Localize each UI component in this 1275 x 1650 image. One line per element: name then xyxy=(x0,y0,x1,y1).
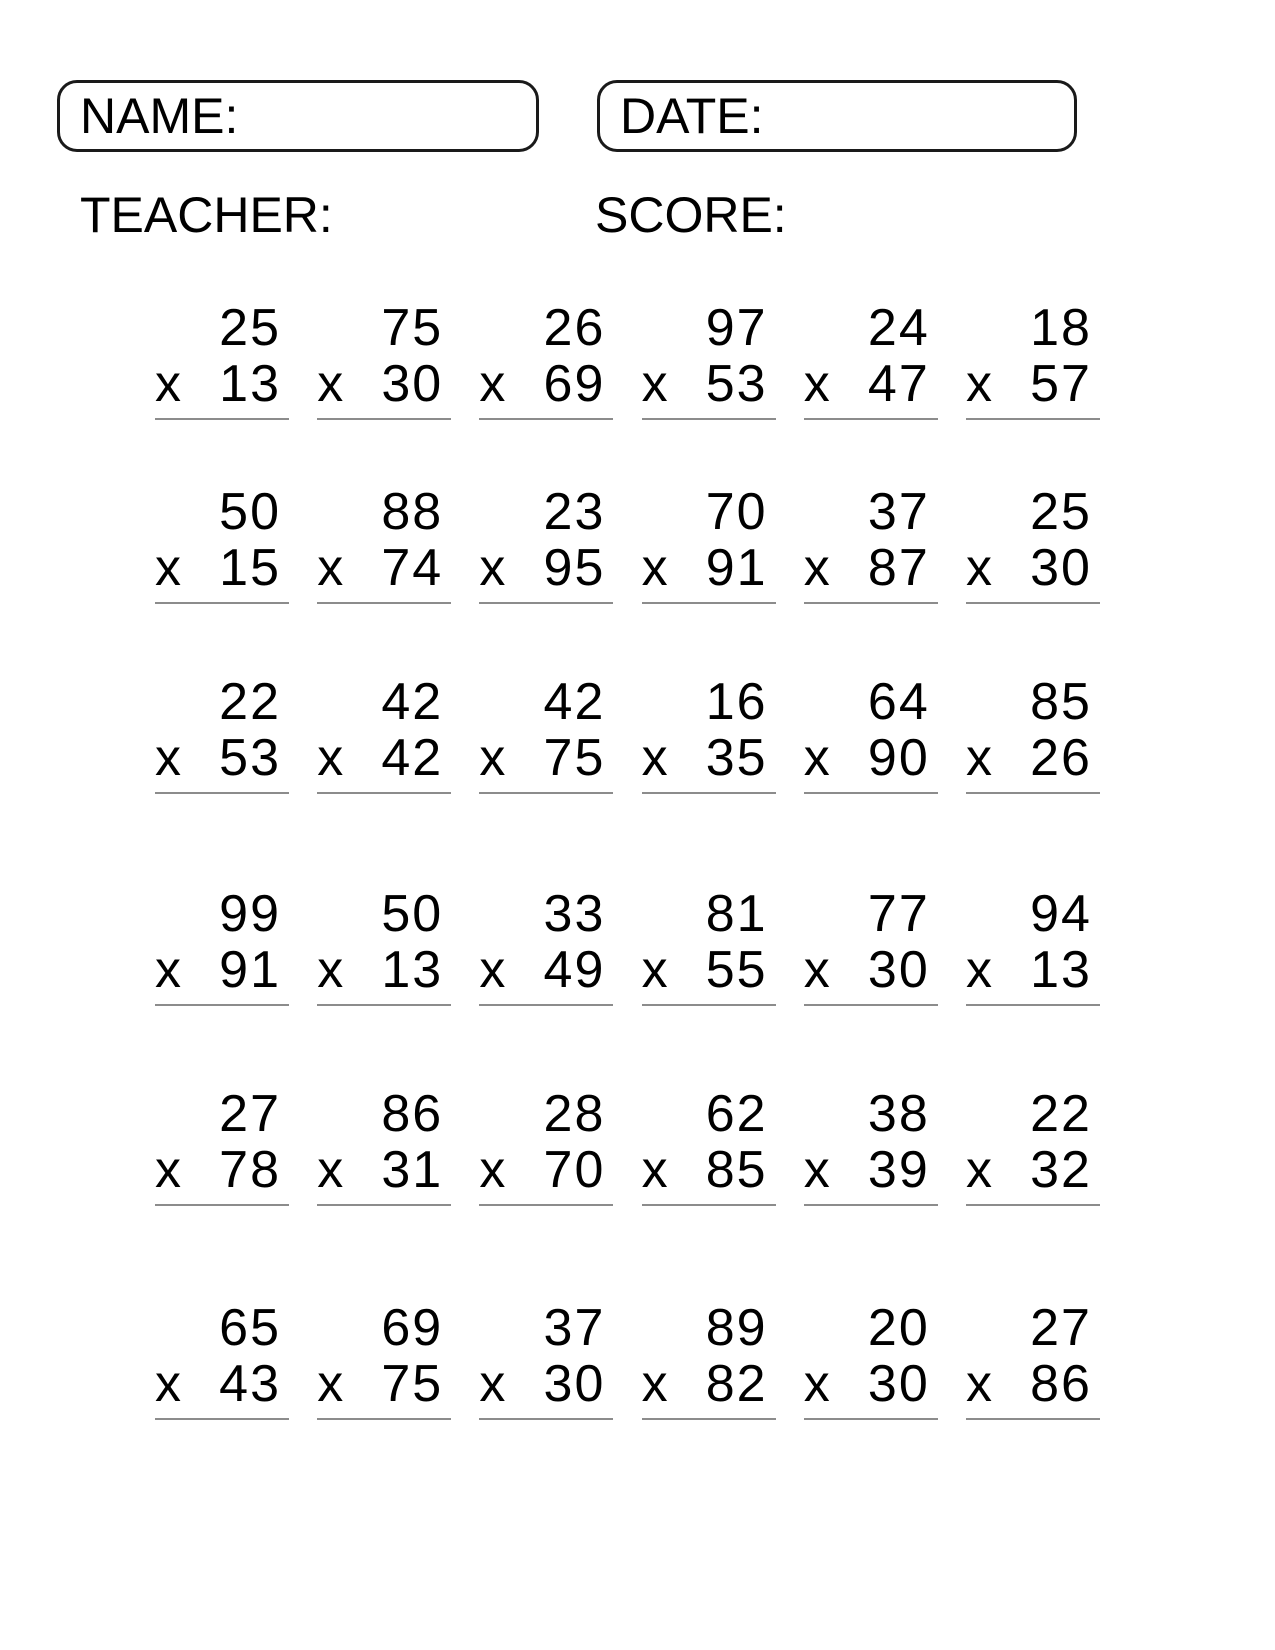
bottom-operand: 35 xyxy=(705,729,768,787)
multiply-sign: x xyxy=(803,941,832,999)
multiply-sign: x xyxy=(479,539,508,597)
top-operand: 42 xyxy=(543,673,606,731)
problem-row xyxy=(155,674,1100,794)
bottom-line xyxy=(317,942,451,1006)
bottom-line xyxy=(804,540,938,604)
problem xyxy=(479,300,613,420)
bottom-operand: 30 xyxy=(867,1355,930,1413)
problems-grid xyxy=(155,300,1100,1420)
top-operand: 85 xyxy=(1030,673,1092,731)
bottom-operand: 43 xyxy=(219,1355,281,1413)
problem xyxy=(966,674,1100,794)
bottom-operand: 49 xyxy=(543,941,606,999)
problem xyxy=(155,674,289,794)
bottom-line xyxy=(317,730,451,794)
problem xyxy=(317,1086,451,1206)
problem-row xyxy=(155,300,1100,420)
bottom-line xyxy=(966,1356,1100,1420)
bottom-line xyxy=(804,1142,938,1206)
multiply-sign: x xyxy=(965,941,994,999)
bottom-line xyxy=(804,1356,938,1420)
score-label: SCORE: xyxy=(595,187,787,243)
bottom-line xyxy=(804,730,938,794)
problem xyxy=(966,484,1100,604)
problem xyxy=(966,886,1100,1006)
top-operand: 97 xyxy=(705,299,768,357)
bottom-operand: 95 xyxy=(543,539,606,597)
bottom-line xyxy=(642,356,776,420)
problem xyxy=(317,674,451,794)
problem xyxy=(966,1300,1100,1420)
bottom-line xyxy=(479,1142,613,1206)
bottom-line xyxy=(642,730,776,794)
top-operand: 25 xyxy=(1030,483,1092,541)
multiply-sign: x xyxy=(155,355,183,413)
problem-row xyxy=(155,1300,1100,1420)
bottom-line xyxy=(804,942,938,1006)
multiply-sign: x xyxy=(155,941,183,999)
bottom-operand: 47 xyxy=(867,355,930,413)
problem xyxy=(479,674,613,794)
problem xyxy=(804,300,938,420)
problem xyxy=(317,300,451,420)
multiply-sign: x xyxy=(965,1355,994,1413)
multiply-sign: x xyxy=(641,539,670,597)
multiply-sign: x xyxy=(155,1355,183,1413)
bottom-operand: 78 xyxy=(219,1141,281,1199)
name-label: NAME: xyxy=(80,88,239,144)
bottom-operand: 82 xyxy=(705,1355,768,1413)
multiply-sign: x xyxy=(803,729,832,787)
top-operand: 18 xyxy=(1030,299,1092,357)
problem xyxy=(155,484,289,604)
multiply-sign: x xyxy=(479,1355,508,1413)
bottom-line xyxy=(155,1356,289,1420)
bottom-line xyxy=(966,730,1100,794)
problem xyxy=(317,484,451,604)
bottom-operand: 91 xyxy=(219,941,281,999)
bottom-operand: 87 xyxy=(867,539,930,597)
date-field-box[interactable] xyxy=(597,80,1077,152)
bottom-operand: 57 xyxy=(1030,355,1092,413)
bottom-operand: 31 xyxy=(381,1141,444,1199)
top-operand: 26 xyxy=(543,299,606,357)
multiply-sign: x xyxy=(641,1141,670,1199)
bottom-operand: 30 xyxy=(381,355,444,413)
bottom-operand: 69 xyxy=(543,355,606,413)
bottom-line xyxy=(966,1142,1100,1206)
bottom-operand: 30 xyxy=(867,941,930,999)
multiply-sign: x xyxy=(479,355,508,413)
bottom-line xyxy=(804,356,938,420)
bottom-operand: 74 xyxy=(381,539,444,597)
multiply-sign: x xyxy=(803,355,832,413)
problem xyxy=(642,300,776,420)
top-operand: 16 xyxy=(705,673,768,731)
top-operand: 77 xyxy=(867,885,930,943)
problem xyxy=(479,484,613,604)
bottom-line xyxy=(642,540,776,604)
problem xyxy=(642,886,776,1006)
top-operand: 23 xyxy=(543,483,606,541)
multiply-sign: x xyxy=(155,729,183,787)
bottom-line xyxy=(479,942,613,1006)
bottom-operand: 32 xyxy=(1030,1141,1092,1199)
bottom-operand: 13 xyxy=(1030,941,1092,999)
top-operand: 70 xyxy=(705,483,768,541)
top-operand: 27 xyxy=(219,1085,281,1143)
top-operand: 33 xyxy=(543,885,606,943)
bottom-line xyxy=(966,356,1100,420)
bottom-operand: 75 xyxy=(543,729,606,787)
problem xyxy=(642,484,776,604)
multiply-sign: x xyxy=(803,1141,832,1199)
bottom-operand: 26 xyxy=(1030,729,1092,787)
multiply-sign: x xyxy=(479,1141,508,1199)
multiply-sign: x xyxy=(317,539,346,597)
bottom-operand: 42 xyxy=(381,729,444,787)
bottom-operand: 70 xyxy=(543,1141,606,1199)
top-operand: 24 xyxy=(867,299,930,357)
bottom-operand: 91 xyxy=(705,539,768,597)
problem xyxy=(804,484,938,604)
problem xyxy=(317,886,451,1006)
bottom-operand: 30 xyxy=(1030,539,1092,597)
bottom-operand: 15 xyxy=(219,539,281,597)
teacher-label: TEACHER: xyxy=(80,187,333,243)
top-operand: 28 xyxy=(543,1085,606,1143)
top-operand: 38 xyxy=(867,1085,930,1143)
bottom-line xyxy=(317,540,451,604)
bottom-operand: 13 xyxy=(381,941,444,999)
problem xyxy=(479,886,613,1006)
bottom-operand: 53 xyxy=(219,729,281,787)
bottom-line xyxy=(155,540,289,604)
multiply-sign: x xyxy=(641,1355,670,1413)
multiply-sign: x xyxy=(317,1141,346,1199)
bottom-line xyxy=(479,1356,613,1420)
multiply-sign: x xyxy=(317,355,346,413)
problem xyxy=(479,1300,613,1420)
problem xyxy=(642,1086,776,1206)
problem xyxy=(317,1300,451,1420)
multiply-sign: x xyxy=(155,1141,183,1199)
bottom-line xyxy=(317,1356,451,1420)
multiply-sign: x xyxy=(317,729,346,787)
problem xyxy=(642,674,776,794)
problem xyxy=(155,886,289,1006)
multiply-sign: x xyxy=(965,1141,994,1199)
multiply-sign: x xyxy=(155,539,183,597)
multiply-sign: x xyxy=(965,355,994,413)
multiply-sign: x xyxy=(479,941,508,999)
top-operand: 65 xyxy=(219,1299,281,1357)
problem xyxy=(155,1300,289,1420)
top-operand: 88 xyxy=(381,483,444,541)
top-operand: 20 xyxy=(867,1299,930,1357)
top-operand: 89 xyxy=(705,1299,768,1357)
problem-row xyxy=(155,886,1100,1006)
bottom-operand: 39 xyxy=(867,1141,930,1199)
top-operand: 22 xyxy=(219,673,281,731)
bottom-operand: 75 xyxy=(381,1355,444,1413)
multiply-sign: x xyxy=(479,729,508,787)
multiply-sign: x xyxy=(641,355,670,413)
problem xyxy=(804,1086,938,1206)
bottom-operand: 90 xyxy=(867,729,930,787)
top-operand: 62 xyxy=(705,1085,768,1143)
bottom-operand: 86 xyxy=(1030,1355,1092,1413)
bottom-operand: 53 xyxy=(705,355,768,413)
multiply-sign: x xyxy=(803,539,832,597)
problem xyxy=(155,300,289,420)
multiply-sign: x xyxy=(317,1355,346,1413)
multiply-sign: x xyxy=(641,729,670,787)
top-operand: 69 xyxy=(381,1299,444,1357)
bottom-line xyxy=(155,356,289,420)
top-operand: 75 xyxy=(381,299,444,357)
bottom-line xyxy=(155,730,289,794)
multiply-sign: x xyxy=(965,729,994,787)
bottom-line xyxy=(642,1356,776,1420)
bottom-line xyxy=(155,942,289,1006)
bottom-operand: 85 xyxy=(705,1141,768,1199)
problem xyxy=(966,300,1100,420)
problem xyxy=(155,1086,289,1206)
bottom-line xyxy=(479,730,613,794)
bottom-line xyxy=(479,356,613,420)
multiply-sign: x xyxy=(803,1355,832,1413)
bottom-line xyxy=(479,540,613,604)
problem xyxy=(804,1300,938,1420)
bottom-operand: 30 xyxy=(543,1355,606,1413)
top-operand: 27 xyxy=(1030,1299,1092,1357)
date-label: DATE: xyxy=(620,88,764,144)
top-operand: 22 xyxy=(1030,1085,1092,1143)
bottom-operand: 13 xyxy=(219,355,281,413)
problem xyxy=(479,1086,613,1206)
bottom-operand: 55 xyxy=(705,941,768,999)
problem-row xyxy=(155,484,1100,604)
bottom-line xyxy=(317,356,451,420)
top-operand: 94 xyxy=(1030,885,1092,943)
top-operand: 42 xyxy=(381,673,444,731)
top-operand: 81 xyxy=(705,885,768,943)
problem xyxy=(804,886,938,1006)
top-operand: 99 xyxy=(219,885,281,943)
top-operand: 64 xyxy=(867,673,930,731)
bottom-line xyxy=(966,942,1100,1006)
bottom-line xyxy=(966,540,1100,604)
top-operand: 25 xyxy=(219,299,281,357)
bottom-line xyxy=(642,1142,776,1206)
multiply-sign: x xyxy=(641,941,670,999)
bottom-line xyxy=(317,1142,451,1206)
multiply-sign: x xyxy=(965,539,994,597)
top-operand: 37 xyxy=(543,1299,606,1357)
problem xyxy=(804,674,938,794)
top-operand: 37 xyxy=(867,483,930,541)
problem xyxy=(642,1300,776,1420)
top-operand: 50 xyxy=(381,885,444,943)
name-field-box[interactable] xyxy=(57,80,539,152)
bottom-line xyxy=(642,942,776,1006)
problem-row xyxy=(155,1086,1100,1206)
top-operand: 86 xyxy=(381,1085,444,1143)
problem xyxy=(966,1086,1100,1206)
multiply-sign: x xyxy=(317,941,346,999)
top-operand: 50 xyxy=(219,483,281,541)
bottom-line xyxy=(155,1142,289,1206)
